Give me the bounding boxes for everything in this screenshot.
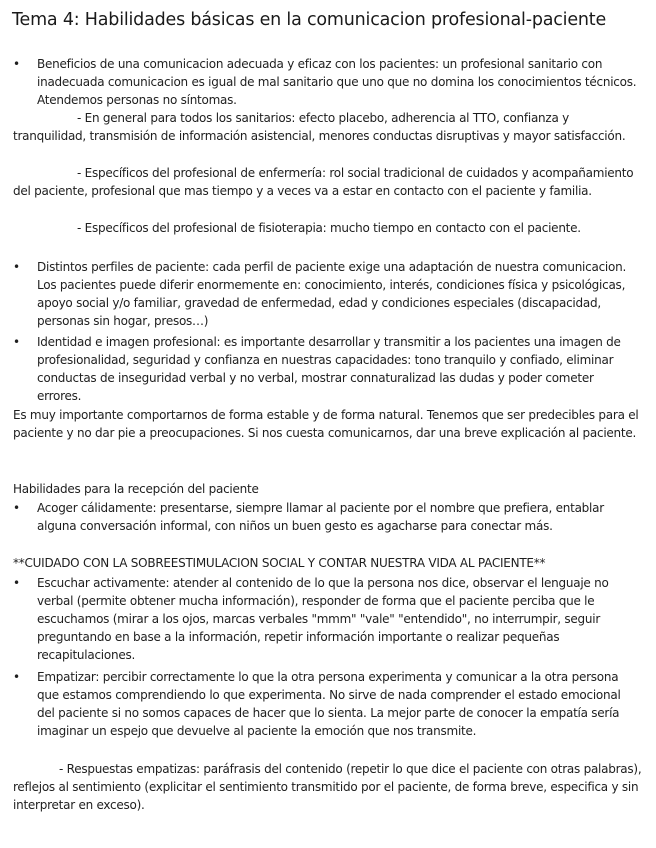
paragraph-general-sanitarios: - En general para todos los sanitarios: efecto placebo, adherencia al TTO, confianza y tranquilidad, transmisión de información asistencial, menores conductas disruptivas y mayor satisfacción. bbox=[13, 111, 626, 143]
section-heading-recepcion: Habilidades para la recepción del paciente bbox=[13, 482, 259, 496]
paragraph-perfiles-paciente: Distintos perfiles de paciente: cada perfil de paciente exige una adaptación de nuestra comunicacion. Los pacientes puede diferir enormemente en: conocimiento, interés, condiciones física y psicológicas, apoyo social y/o familiar, gravedad de enfermedad, edad y condiciones especiales (discapacidad, personas sin hogar, presos…) bbox=[37, 260, 627, 328]
bullet-icon: • bbox=[13, 57, 21, 71]
bullet-icon: • bbox=[13, 260, 21, 274]
bullet-icon: • bbox=[13, 576, 21, 590]
paragraph-comportamiento: Es muy importante comportarnos de forma estable y de forma natural. Tenemos que ser predecibles para el paciente y no dar pie a preocupaciones. Si nos cuesta comunicarnos, dar una breve explicación al paciente. bbox=[13, 408, 639, 440]
paragraph-beneficios: Beneficios de una comunicacion adecuada y eficaz con los pacientes: un profesional sanitario con inadecuada comunicacion es igual de mal sanitario que uno que no domina los conocimientos técnicos. Atendemos personas no síntomas. bbox=[37, 57, 637, 107]
page-title: Tema 4: Habilidades básicas en la comunicacion profesional-paciente bbox=[12, 10, 607, 30]
bullet-icon: • bbox=[13, 501, 21, 515]
paragraph-fisioterapia: - Específicos del profesional de fisioterapia: mucho tiempo en contacto con el paciente. bbox=[77, 221, 581, 235]
paragraph-escuchar: Escuchar activamente: atender al contenido de lo que la persona nos dice, observar el lenguaje no verbal (permite obtener mucha información), responder de forma que el paciente perciba que le escuchamos (mirar a los ojos, marcas verbales "mmm" "vale" "entendido", no interrumpir, seguir preguntando en base a la información, repetir información importante o realizar pequeñas recapitulaciones. bbox=[37, 576, 609, 662]
bullet-icon: • bbox=[13, 335, 21, 349]
paragraph-empatizar: Empatizar: percibir correctamente lo que la otra persona experimenta y comunicar a la otra persona que estamos comprendiendo lo que experimenta. No sirve de nada comprender el estado emocional del paciente si no somos capaces de hacer que lo sienta. La mejor parte de conocer la empatía sería imaginar un espejo que devuelve al paciente la emoción que nos transmite. bbox=[37, 670, 621, 738]
paragraph-enfermeria: - Específicos del profesional de enfermería: rol social tradicional de cuidados y acompañamiento del paciente, profesional que mas tiempo y a veces va a estar en contacto con el paciente y familia. bbox=[13, 166, 634, 198]
warning-note: **CUIDADO CON LA SOBREESTIMULACION SOCIAL Y CONTAR NUESTRA VIDA AL PACIENTE** bbox=[13, 556, 546, 570]
paragraph-respuestas-empaticas: - Respuestas empatizas: paráfrasis del contenido (repetir lo que dice el paciente con otras palabras), reflejos al sentimiento (explicitar el sentimiento transmitido por el paciente, de forma breve, especifica y sin interpretar en exceso). bbox=[13, 762, 642, 812]
paragraph-identidad-imagen: Identidad e imagen profesional: es importante desarrollar y transmitir a los pacientes una imagen de profesionalidad, seguridad y confianza en nuestras capacidades: tono tranquilo y confiado, eliminar conductas de inseguridad verbal y no verbal, mostrar connaturalizad las dudas y poder cometer errores. bbox=[37, 335, 621, 403]
bullet-icon: • bbox=[13, 670, 21, 684]
paragraph-acoger: Acoger cálidamente: presentarse, siempre llamar al paciente por el nombre que prefiera, entablar alguna conversación informal, con niños un buen gesto es agacharse para conectar más. bbox=[37, 501, 604, 533]
